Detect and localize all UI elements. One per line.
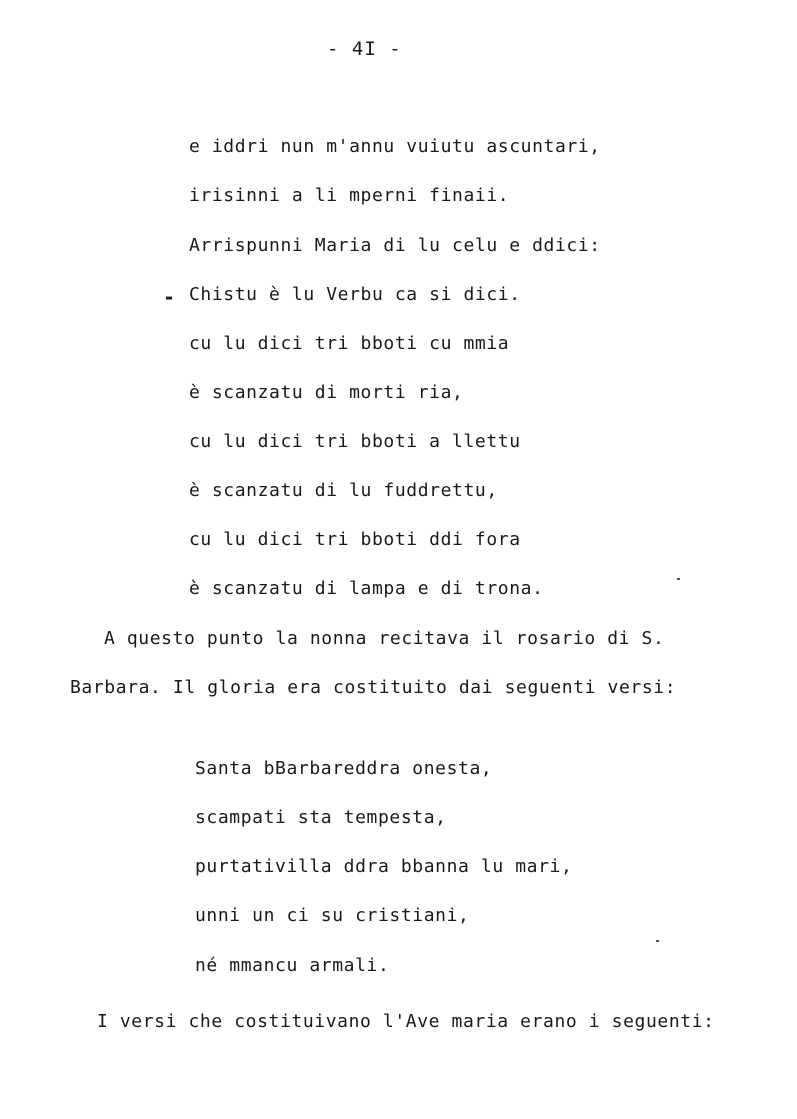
verse-line: scampati sta tempesta, bbox=[195, 807, 447, 828]
verse-line: Arrispunni Maria di lu celu e ddici: bbox=[189, 235, 601, 256]
verse-line: cu lu dici tri bboti cu mmia bbox=[189, 333, 510, 354]
verse-line: è scanzatu di lampa e di trona. bbox=[189, 578, 544, 599]
verse-line: cu lu dici tri bboti a llettu bbox=[189, 431, 521, 452]
verse-line: cu lu dici tri bboti ddi fora bbox=[189, 529, 521, 550]
verse-line: né mmancu armali. bbox=[195, 955, 390, 976]
prose-line: Barbara. Il gloria era costituito dai seguenti versi: bbox=[70, 677, 677, 698]
verse-line: è scanzatu di morti ria, bbox=[189, 382, 464, 403]
prose-line: I versi che costituivano l'Ave maria erano i seguenti: bbox=[97, 1011, 715, 1032]
verse-line: irisinni a li mperni finaii. bbox=[189, 185, 510, 206]
verse-line: purtativilla ddra bbanna lu mari, bbox=[195, 856, 573, 877]
verse-line: Santa bBarbareddra onesta, bbox=[195, 758, 493, 779]
page-number: - 4I - bbox=[327, 38, 402, 60]
verse-line: e iddri nun m'annu vuiutu ascuntari, bbox=[189, 136, 601, 157]
verse-line: unni un ci su cristiani, bbox=[195, 905, 470, 926]
dash-marker: - bbox=[163, 285, 176, 309]
paper-speck bbox=[656, 940, 659, 942]
verse-line: Chistu è lu Verbu ca si dici. bbox=[189, 284, 521, 305]
prose-line: A questo punto la nonna recitava il rosario di S. bbox=[104, 628, 665, 649]
verse-line: è scanzatu di lu fuddrettu, bbox=[189, 480, 498, 501]
paper-speck bbox=[677, 578, 680, 580]
